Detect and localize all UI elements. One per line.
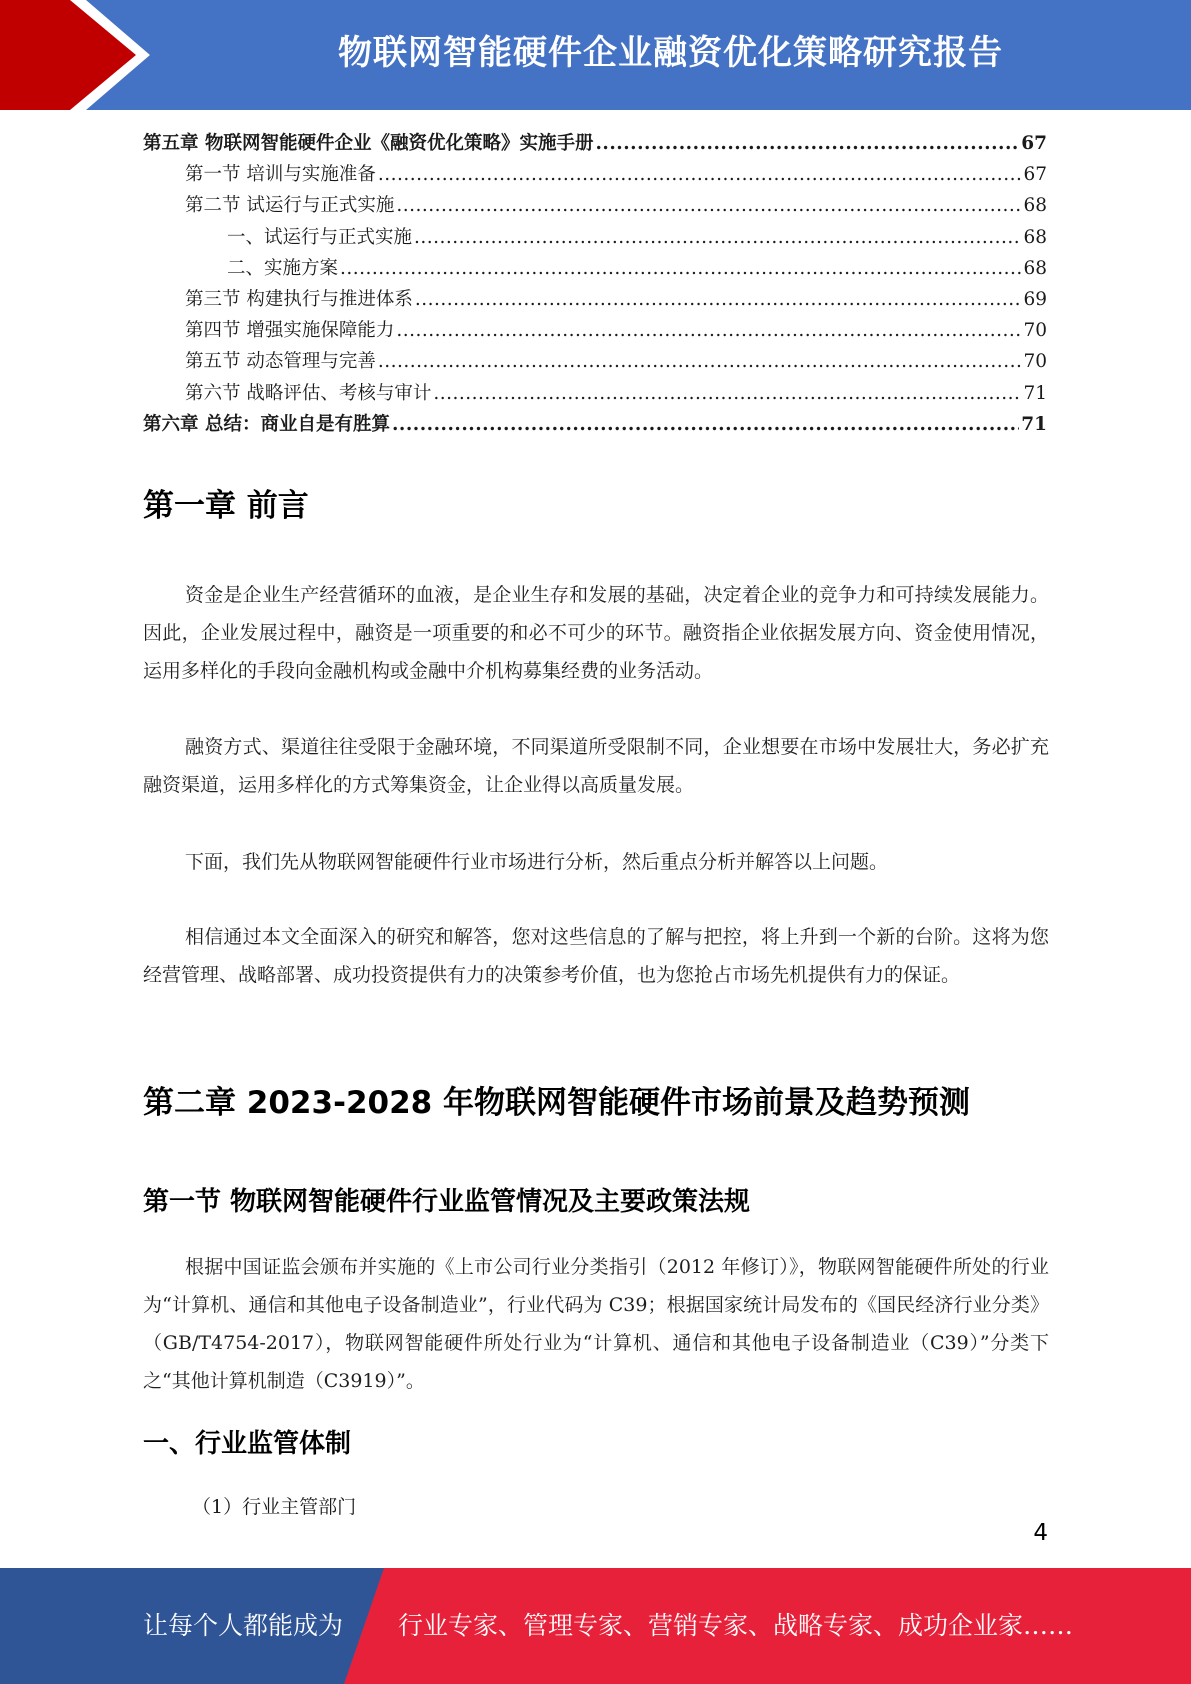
toc-entry-page: 71: [1023, 382, 1047, 404]
toc-leader-dots: [415, 284, 1022, 315]
body-paragraph: 相信通过本文全面深入的研究和解答，您对这些信息的了解与把控，将上升到一个新的台阶。这将为您经营管理、战略部署、成功投资提供有力的决策参考价值，也为您抢占市场先机提供有力的保证。: [143, 926, 1049, 986]
toc-entry-page: 70: [1023, 320, 1047, 342]
page-footer: [0, 1568, 1191, 1684]
toc-entry-label: 第六章 总结：商业自是有胜算: [143, 413, 390, 435]
toc-entry-page: 67: [1021, 133, 1047, 154]
section-heading: 第一节 物联网智能硬件行业监管情况及主要政策法规: [143, 1187, 751, 1217]
toc-entry-page: 70: [1023, 351, 1047, 373]
toc-entry-label: 二、实施方案: [227, 257, 339, 279]
subsection-heading: 一、行业监管体制: [143, 1429, 352, 1459]
report-title: 物联网智能硬件企业融资优化策略研究报告: [338, 33, 1003, 73]
body-paragraph: 根据中国证监会颁布并实施的《上市公司行业分类指引（2012 年修订）》，物联网智能硬件所处的行业为“计算机、通信和其他电子设备制造业”，行业代码为 C39；根据国家统计局发布的《国民经济行业分类》（GB/T4754-2017），物联网智能硬件所处行业为“计算机、通信和其他电子设备制造业（C39）”分类下之“其他计算机制造（C3919）”。: [143, 1256, 1049, 1392]
toc-entry[interactable]: [143, 315, 1047, 346]
footer-slogan-left: 让每个人都能成为: [143, 1611, 344, 1640]
toc-leader-dots: [414, 222, 1021, 253]
toc-leader-dots: [378, 346, 1022, 377]
toc-entry-label: 第四节 增强实施保障能力: [185, 320, 395, 342]
toc-entry[interactable]: [143, 159, 1047, 190]
toc-entry[interactable]: [143, 222, 1047, 253]
page-number: 4: [1033, 1520, 1048, 1546]
footer-slogan-right: 行业专家、管理专家、营销专家、战略专家、成功企业家……: [398, 1611, 1074, 1640]
chapter-2-heading: 第二章 2023-2028 年物联网智能硬件市场前景及趋势预测: [143, 1085, 971, 1121]
toc-entry-label: 第五章 物联网智能硬件企业《融资优化策略》实施手册: [143, 133, 594, 154]
toc-entry-page: 68: [1023, 195, 1047, 217]
toc-leader-dots: [378, 159, 1022, 190]
toc-entry[interactable]: [143, 378, 1047, 409]
page-header: [0, 0, 1191, 110]
toc-entry-label: 一、试运行与正式实施: [227, 226, 413, 248]
body-paragraph: 下面，我们先从物联网智能硬件行业市场进行分析，然后重点分析并解答以上问题。: [185, 851, 889, 873]
toc-leader-dots: [396, 190, 1021, 221]
toc-entry-page: 71: [1021, 413, 1047, 435]
toc-entry[interactable]: [143, 190, 1047, 221]
body-paragraph: 融资方式、渠道往往受限于金融环境，不同渠道所受限制不同，企业想要在市场中发展壮大，务必扩充融资渠道，运用多样化的方式筹集资金，让企业得以高质量发展。: [143, 736, 1049, 796]
toc-entry-label: 第二节 试运行与正式实施: [185, 195, 395, 217]
toc-entry-page: 68: [1023, 257, 1047, 279]
toc-entry[interactable]: [143, 409, 1047, 440]
toc-leader-dots: [433, 378, 1021, 409]
toc-entry-page: 69: [1023, 288, 1047, 310]
toc-entry-label: 第一节 培训与实施准备: [185, 164, 376, 186]
toc-entry-label: 第五节 动态管理与完善: [185, 351, 376, 373]
toc-leader-dots: [595, 128, 1019, 159]
toc-entry[interactable]: [143, 128, 1047, 159]
chapter-1-heading: 第一章 前言: [143, 488, 309, 524]
table-of-contents: [143, 128, 1047, 440]
toc-entry-label: 第三节 构建执行与推进体系: [185, 288, 413, 310]
toc-leader-dots: [396, 315, 1021, 346]
body-paragraph: 资金是企业生产经营循环的血液，是企业生存和发展的基础，决定着企业的竞争力和可持续发展能力。因此，企业发展过程中，融资是一项重要的和必不可少的环节。融资指企业依据发展方向、资金使用情况，运用多样化的手段向金融机构或金融中介机构募集经费的业务活动。: [143, 584, 1049, 682]
toc-entry[interactable]: [143, 253, 1047, 284]
toc-entry[interactable]: [143, 346, 1047, 377]
toc-entry[interactable]: [143, 284, 1047, 315]
toc-entry-page: 67: [1023, 164, 1047, 186]
toc-leader-dots: [392, 409, 1019, 440]
toc-entry-label: 第六节 战略评估、考核与审计: [185, 382, 432, 404]
list-item: （1）行业主管部门: [192, 1496, 357, 1518]
toc-leader-dots: [340, 253, 1021, 284]
toc-entry-page: 68: [1023, 226, 1047, 248]
